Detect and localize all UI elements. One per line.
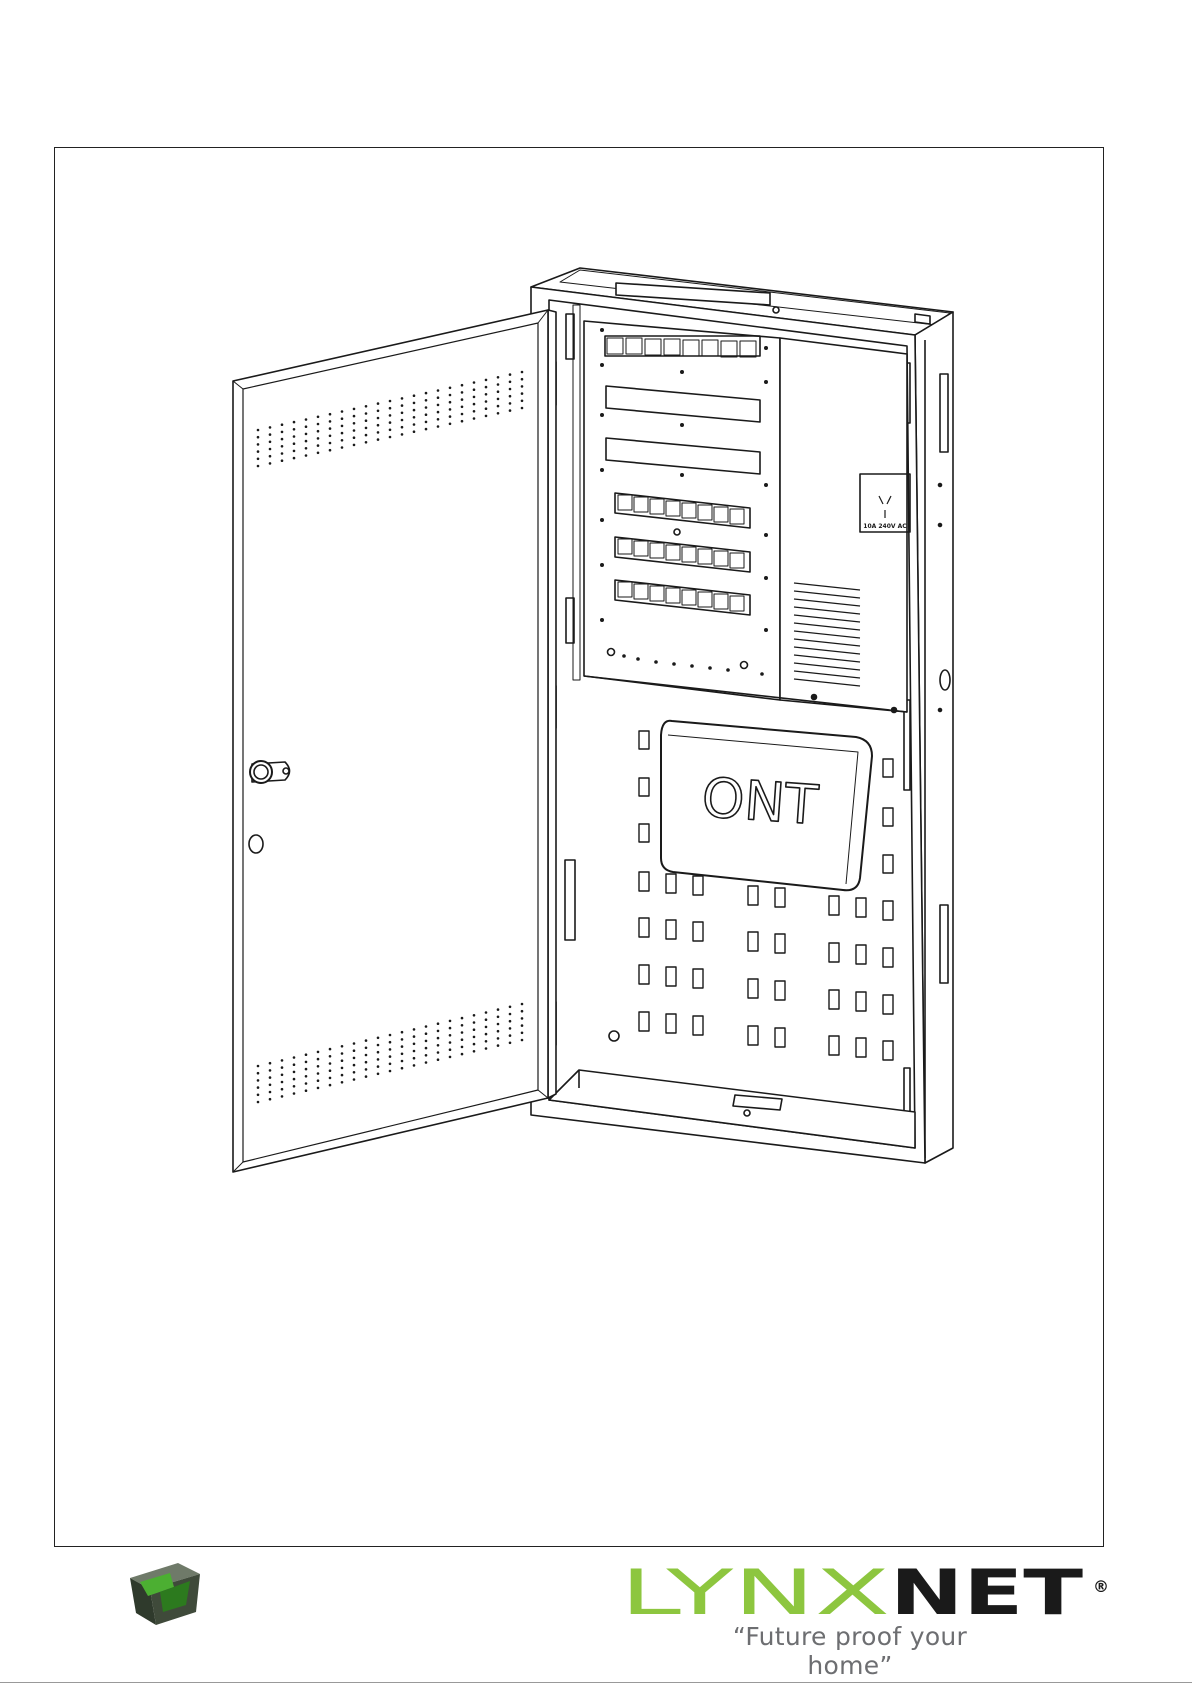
vent-perforation [329,1055,332,1058]
vent-perforation [305,454,308,457]
vent-perforation [497,1016,500,1019]
vent-perforation [353,429,356,432]
vent-perforation [413,423,416,426]
vent-perforation [305,418,308,421]
vent-perforation [485,1018,488,1021]
cube-logo [130,1563,200,1625]
vent-perforation [317,1072,320,1075]
vent-perforation [257,1072,260,1075]
vent-perforation [281,1088,284,1091]
vent-perforation [425,421,428,424]
vent-perforation [401,404,404,407]
vent-perforation [341,410,344,413]
vent-perforation [461,384,464,387]
vent-perforation [473,1021,476,1024]
vent-perforation [485,379,488,382]
vent-perforation [401,1053,404,1056]
vent-perforation [485,415,488,418]
vent-perforation [473,381,476,384]
vent-perforation [317,423,320,426]
vent-perforation [329,1048,332,1051]
vent-perforation [305,1053,308,1056]
vent-perforation [257,436,260,439]
vent-perforation [449,401,452,404]
vent-perforation [269,426,272,429]
vent-perforation [401,1067,404,1070]
vent-perforation [437,1058,440,1061]
vent-perforation [341,425,344,428]
vent-perforation [473,388,476,391]
vent-perforation [437,404,440,407]
vent-perforation [353,1057,356,1060]
vent-perforation [497,1037,500,1040]
vent-perforation [341,1081,344,1084]
vent-perforation [341,417,344,420]
vent-perforation [377,417,380,420]
vent-perforation [521,1017,524,1020]
vent-perforation [353,1049,356,1052]
vent-perforation [257,1079,260,1082]
vent-perforation [269,1069,272,1072]
vent-perforation [365,419,368,422]
vent-perforation [485,1040,488,1043]
vent-perforation [293,1085,296,1088]
vent-perforation [305,440,308,443]
vent-perforation [509,409,512,412]
vent-perforation [473,410,476,413]
vent-perforation [269,462,272,465]
brand-lynx: LYNX [620,1556,890,1629]
vent-perforation [281,445,284,448]
vent-perforation [497,1044,500,1047]
vent-perforation [365,1047,368,1050]
vent-perforation [521,371,524,374]
vent-perforation [353,1042,356,1045]
vent-perforation [377,1065,380,1068]
vent-perforation [509,402,512,405]
vent-perforation [521,1010,524,1013]
vent-perforation [473,403,476,406]
vent-perforation [377,1073,380,1076]
vent-perforation [413,1050,416,1053]
vent-perforation [269,1091,272,1094]
vent-perforation [425,1054,428,1057]
vent-perforation [293,435,296,438]
vent-perforation [449,1027,452,1030]
vent-perforation [269,441,272,444]
vent-perforation [413,1043,416,1046]
vent-perforation [413,1035,416,1038]
vent-perforation [521,407,524,410]
vent-perforation [353,436,356,439]
vent-perforation [413,430,416,433]
vent-perforation [353,1071,356,1074]
vent-perforation [389,1063,392,1066]
vent-perforation [461,420,464,423]
vent-perforation [305,425,308,428]
vent-perforation [293,1092,296,1095]
vent-perforation [437,396,440,399]
vent-perforation [305,1075,308,1078]
vent-perforation [461,1053,464,1056]
vent-perforation [317,1058,320,1061]
door-lock [250,761,290,783]
vent-perforation [341,1067,344,1070]
vent-perforation [425,392,428,395]
vent-perforation [473,1014,476,1017]
vent-perforation [449,1048,452,1051]
vent-perforation [389,421,392,424]
vent-perforation [449,1041,452,1044]
vent-perforation [329,427,332,430]
lynxnet-logo [620,1556,1109,1629]
vent-perforation [413,416,416,419]
vent-perforation [485,1026,488,1029]
vent-perforation [317,1079,320,1082]
vent-perforation [437,1044,440,1047]
vent-perforation [425,1025,428,1028]
vent-perforation [293,428,296,431]
vent-perforation [437,411,440,414]
vent-perforation [485,400,488,403]
vent-perforation [353,408,356,411]
vent-perforation [377,438,380,441]
vent-perforation [521,1003,524,1006]
vent-perforation [305,1061,308,1064]
vent-perforation [293,442,296,445]
vent-perforation [389,407,392,410]
vent-perforation [401,419,404,422]
vent-perforation [509,1042,512,1045]
vent-perforation [317,452,320,455]
vent-perforation [389,1034,392,1037]
vent-perforation [389,414,392,417]
vent-perforation [377,1051,380,1054]
vent-perforation [509,1006,512,1009]
vent-perforation [401,433,404,436]
vent-perforation [425,1040,428,1043]
vent-perforation [317,416,320,419]
vent-perforation [341,1074,344,1077]
vent-perforation [509,1034,512,1037]
vent-perforation [401,1038,404,1041]
vent-perforation [341,432,344,435]
vent-perforation [341,1052,344,1055]
vent-perforation [377,431,380,434]
vent-perforation [317,1087,320,1090]
vent-perforation [497,405,500,408]
vent-perforation [449,394,452,397]
vent-perforation [437,1051,440,1054]
vent-perforation [377,1037,380,1040]
vent-perforation [365,1054,368,1057]
vent-perforation [389,436,392,439]
vent-perforation [389,1041,392,1044]
vent-perforation [461,1031,464,1034]
vent-perforation [281,438,284,441]
power-module [780,338,910,713]
vent-perforation [389,400,392,403]
vent-perforation [497,1030,500,1033]
vent-perforation [377,424,380,427]
vent-perforation [437,1030,440,1033]
vent-perforation [425,1032,428,1035]
patch-panel [573,305,780,700]
vent-perforation [341,439,344,442]
vent-perforation [449,1034,452,1037]
vent-perforation [269,1098,272,1101]
vent-perforation [461,1024,464,1027]
vent-perforation [257,1101,260,1104]
vent-perforation [401,412,404,415]
vent-perforation [389,1055,392,1058]
vent-perforation [437,425,440,428]
vent-perforation [461,391,464,394]
vent-perforation [473,396,476,399]
vent-perforation [365,1039,368,1042]
vent-perforation [497,390,500,393]
vent-perforation [293,1063,296,1066]
brand-net: NET [890,1556,1083,1629]
vent-perforation [485,1047,488,1050]
vent-perforation [317,437,320,440]
vent-perforation [485,1033,488,1036]
vent-perforation [293,421,296,424]
vent-perforation [461,413,464,416]
vent-perforation [329,435,332,438]
vent-perforation [341,446,344,449]
vent-perforation [389,1048,392,1051]
vent-perforation [461,1038,464,1041]
vent-perforation [461,398,464,401]
vent-perforation [305,1082,308,1085]
vent-perforation [425,1061,428,1064]
vent-perforation [497,1008,500,1011]
vent-perforation [317,1051,320,1054]
vent-perforation [353,444,356,447]
vent-perforation [329,1084,332,1087]
vent-perforation [317,444,320,447]
vent-perforation [497,383,500,386]
vent-perforation [365,1075,368,1078]
vent-perforation [449,387,452,390]
vent-perforation [257,429,260,432]
vent-perforation [401,1045,404,1048]
bottom-rule [0,1682,1192,1683]
vent-perforation [461,1017,464,1020]
vent-perforation [521,385,524,388]
vent-perforation [401,397,404,400]
vent-perforation [413,409,416,412]
vent-perforation [521,1032,524,1035]
vent-perforation [329,1077,332,1080]
vent-perforation [281,1074,284,1077]
vent-perforation [365,1068,368,1071]
vent-perforation [521,392,524,395]
vent-perforation [305,1089,308,1092]
vent-perforation [521,378,524,381]
vent-perforation [509,373,512,376]
vent-perforation [269,1084,272,1087]
vent-perforation [293,450,296,453]
vent-perforation [257,1094,260,1097]
vent-perforation [497,412,500,415]
vent-perforation [449,423,452,426]
vent-perforation [353,422,356,425]
vent-perforation [341,1045,344,1048]
vent-perforation [485,393,488,396]
vent-perforation [509,395,512,398]
vent-perforation [425,428,428,431]
vent-perforation [365,1061,368,1064]
vent-perforation [389,429,392,432]
vent-perforation [329,449,332,452]
vent-perforation [425,413,428,416]
ont-label: ONT [699,766,820,837]
vent-perforation [281,452,284,455]
vent-perforation [437,418,440,421]
vent-perforation [521,1039,524,1042]
vent-perforation [365,405,368,408]
vent-perforation [305,433,308,436]
vent-perforation [389,1070,392,1073]
vent-perforation [413,1057,416,1060]
vent-perforation [365,441,368,444]
vent-perforation [257,458,260,461]
tagline: “Future proof your home” [732,1622,968,1680]
vent-perforation [461,1046,464,1049]
vent-perforation [509,1013,512,1016]
vent-perforation [353,1064,356,1067]
vent-perforation [425,406,428,409]
vent-perforation [437,1037,440,1040]
vent-perforation [257,450,260,453]
vent-perforation [509,1020,512,1023]
vent-perforation [497,376,500,379]
vent-perforation [329,442,332,445]
ont-box [661,721,872,890]
vent-perforation [377,410,380,413]
vent-perforation [521,400,524,403]
vent-perforation [413,1064,416,1067]
vent-perforation [269,455,272,458]
vent-perforation [497,1023,500,1026]
vent-perforation [257,443,260,446]
vent-perforation [401,1060,404,1063]
enclosure-door [233,310,556,1172]
vent-perforation [521,1024,524,1027]
vent-perforation [461,406,464,409]
vent-perforation [497,398,500,401]
vent-perforation [377,402,380,405]
vent-perforation [413,1028,416,1031]
vent-perforation [449,408,452,411]
vent-perforation [437,389,440,392]
vent-perforation [281,1059,284,1062]
vent-perforation [329,413,332,416]
vent-perforation [269,433,272,436]
vent-perforation [353,415,356,418]
vent-perforation [293,1056,296,1059]
vent-perforation [293,457,296,460]
vent-perforation [317,1065,320,1068]
vent-perforation [293,1071,296,1074]
vent-perforation [281,431,284,434]
vent-perforation [449,1056,452,1059]
vent-perforation [449,415,452,418]
vent-perforation [473,417,476,420]
vent-perforation [365,427,368,430]
vent-perforation [281,1095,284,1098]
vent-perforation [485,1011,488,1014]
vent-perforation [305,1068,308,1071]
vent-perforation [365,434,368,437]
vent-perforation [473,1050,476,1053]
vent-perforation [329,1062,332,1065]
vent-perforation [257,1065,260,1068]
outlet-rating-label: 10A 240V AC [863,523,907,530]
vent-perforation [269,448,272,451]
vent-perforation [485,407,488,410]
vent-perforation [281,423,284,426]
vent-perforation [281,459,284,462]
vent-perforation [401,1031,404,1034]
vent-perforation [317,430,320,433]
vent-perforation [257,1086,260,1089]
vent-perforation [377,1058,380,1061]
registered-mark: ® [1093,1577,1109,1596]
vent-perforation [341,1059,344,1062]
vent-perforation [485,386,488,389]
vent-perforation [281,1066,284,1069]
vent-perforation [257,465,260,468]
vent-perforation [509,381,512,384]
vent-perforation [473,1028,476,1031]
vent-perforation [449,1020,452,1023]
vent-perforation [281,1081,284,1084]
vent-perforation [473,1043,476,1046]
vent-perforation [353,1078,356,1081]
vent-perforation [293,1078,296,1081]
vent-perforation [269,1062,272,1065]
vent-perforation [329,420,332,423]
vent-perforation [473,1036,476,1039]
vent-perforation [425,1047,428,1050]
vent-perforation [413,402,416,405]
vent-perforation [413,394,416,397]
vent-perforation [329,1069,332,1072]
vent-perforation [437,1022,440,1025]
vent-perforation [401,426,404,429]
vent-perforation [509,1027,512,1030]
vent-perforation [269,1076,272,1079]
vent-perforation [425,399,428,402]
vent-perforation [305,447,308,450]
vent-perforation [509,388,512,391]
vent-perforation [365,412,368,415]
vent-perforation [377,1044,380,1047]
